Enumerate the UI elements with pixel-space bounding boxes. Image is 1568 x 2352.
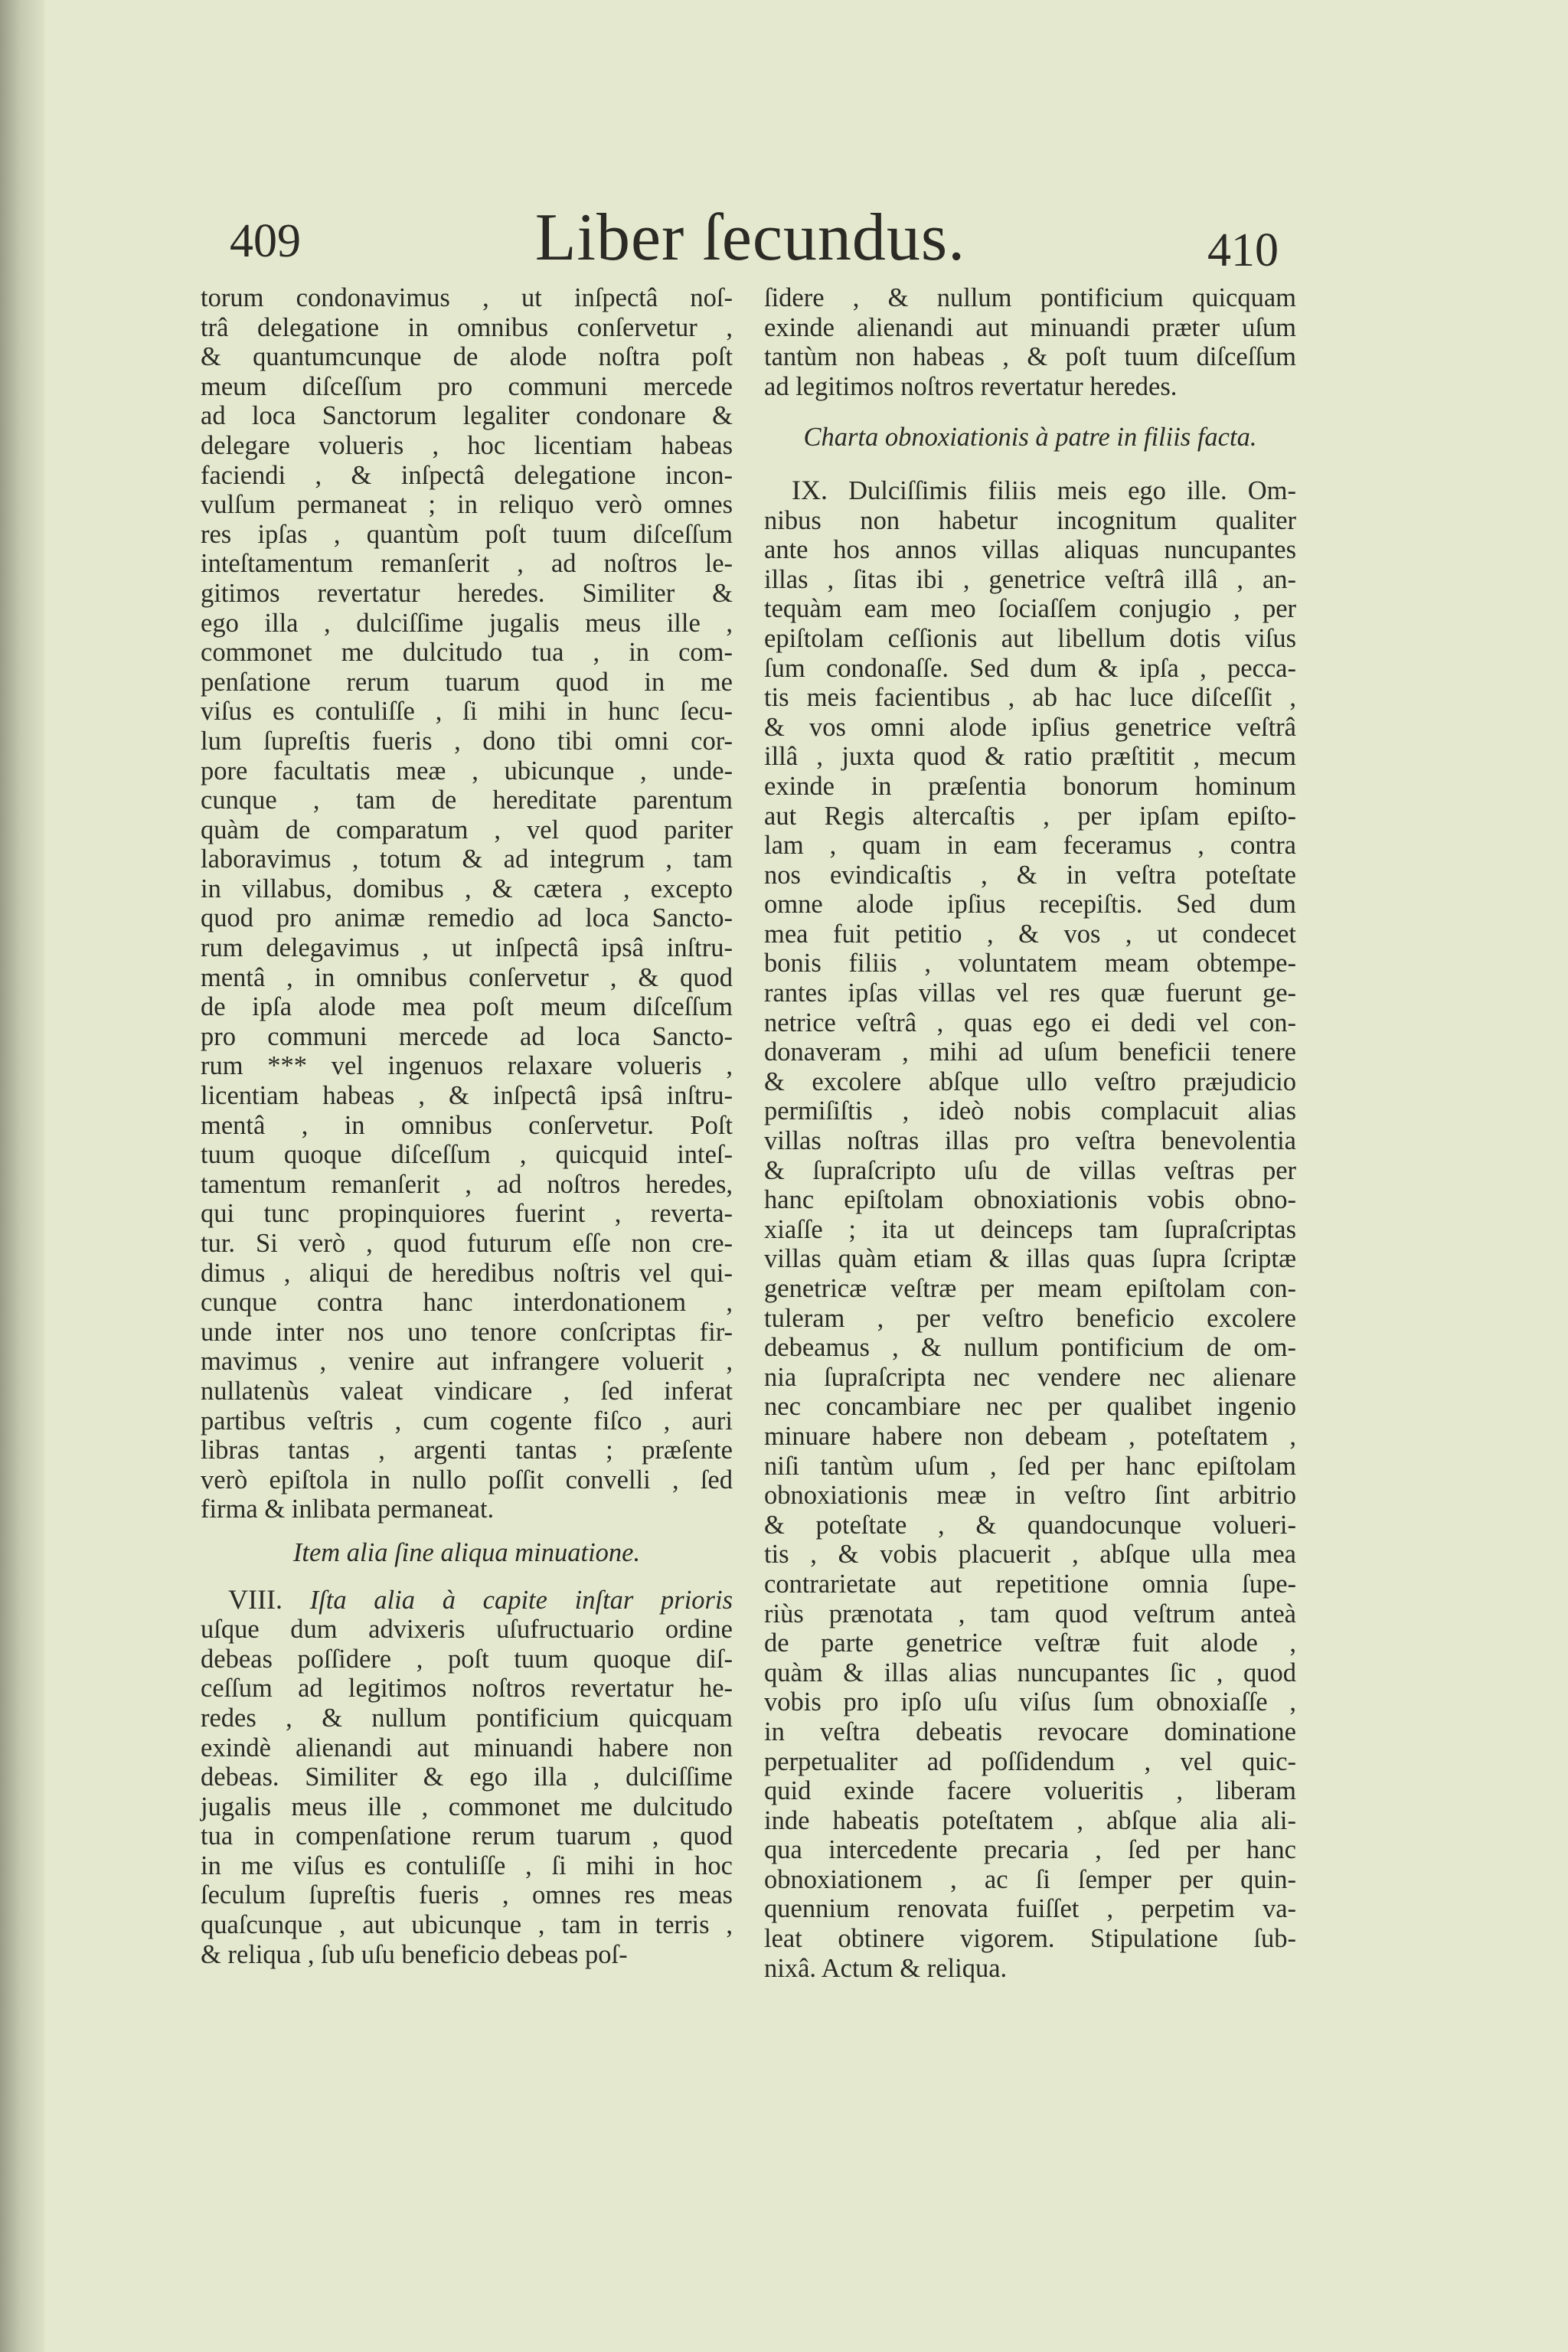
text-line: exinde in præſentia bonorum hominum — [764, 771, 1296, 801]
right-column — [764, 283, 1296, 1983]
text-line: qui tunc propinquiores fuerint , reverta- — [201, 1199, 733, 1229]
text-line: pro communi mercede ad loca Sancto- — [201, 1021, 733, 1051]
section-incipit: Dulciſſimis filiis meis ego ille. Om- — [848, 475, 1297, 505]
text-line: quennium renovata fuiſſet , perpetim va- — [764, 1894, 1296, 1924]
text-line: rum delegavimus , ut inſpectâ ipsâ inſtru- — [201, 933, 733, 963]
text-line: contrarietate aut repetitione omnia ſupe- — [764, 1569, 1296, 1599]
text-line: lam , quam in eam feceramus , contra — [764, 831, 1296, 861]
text-line: mea fuit petitio , & vos , ut condecet — [764, 919, 1296, 949]
text-line: firma & inlibata permaneat. — [201, 1494, 495, 1524]
text-line: uſque dum advixeris uſufructuario ordine — [201, 1615, 733, 1645]
text-line: mavimus , venire aut infrangere voluerit , — [201, 1347, 733, 1377]
text-line: tis meis facientibus , ab hac luce diſceſſit , — [764, 683, 1296, 713]
text-line: & poteſtate , & quandocunque volueri- — [764, 1510, 1296, 1540]
text-line: faciendi , & inſpectâ delegatione incon- — [201, 460, 733, 490]
text-line: quàm de comparatum , vel quod pariter — [201, 815, 733, 844]
text-line: nos evindicaſtis , & in veſtra poteſtate — [764, 860, 1296, 890]
section-first-line — [201, 1585, 733, 1615]
text-line: ſeculum ſupreſtis fueris , omnes res meas — [201, 1880, 733, 1910]
section-incipit: Iſta alia à capite inſtar prioris — [309, 1585, 733, 1615]
text-line: niſi tantùm uſum , ſed per hanc epiſtolam — [764, 1451, 1296, 1481]
continued-paragraph — [201, 283, 733, 1524]
text-line: permiſiſtis , ideò nobis complacuit alias — [764, 1096, 1296, 1126]
text-line: netrice veſtrâ , quas ego ei dedi vel con- — [764, 1008, 1296, 1037]
text-line: tuleram , per veſtro beneficio excolere — [764, 1303, 1296, 1333]
text-line: vobis pro ipſo uſu viſus ſum obnoxiaſſe , — [764, 1687, 1296, 1717]
text-line: exindè alienandi aut minuandi habere non — [201, 1733, 733, 1762]
text-line: delegare volueris , hoc licentiam habeas — [201, 430, 733, 460]
text-line: illâ , juxta quod & ratio præſtitit , mecum — [764, 742, 1296, 772]
text-line: licentiam habeas , & inſpectâ ipsâ inſtru- — [201, 1081, 733, 1111]
text-line: & vos omni alode ipſius genetrice veſtrâ — [764, 712, 1296, 742]
text-line: nixâ. Actum & reliqua. — [764, 1953, 1008, 1983]
text-line: tuum quoque diſceſſum , quicquid inteſ- — [201, 1140, 733, 1170]
spacer — [201, 1524, 733, 1538]
text-line: donaveram , mihi ad uſum beneficii tenere — [764, 1037, 1296, 1067]
text-line: de ipſa alode mea poſt meum diſceſſum — [201, 992, 733, 1022]
text-line: redes , & nullum pontificium quicquam — [201, 1703, 733, 1733]
text-line: obnoxiationem , ac ſi ſemper per quin- — [764, 1864, 1296, 1894]
continued-paragraph — [764, 283, 1296, 401]
text-line: ſidere , & nullum pontificium quicquam — [764, 283, 1296, 312]
text-line: & quantumcunque de alode noſtra poſt — [201, 342, 733, 372]
section-heading: Charta obnoxiationis à patre in filiis facta. — [803, 423, 1257, 452]
text-line: rum *** vel ingenuos relaxare volueris , — [201, 1051, 733, 1081]
text-line: cunque , tam de hereditate parentum — [201, 786, 733, 815]
text-line: trâ delegatione in omnibus conſervetur , — [201, 312, 733, 342]
text-line: verò epiſtola in nullo poſſit convelli , ſed — [201, 1465, 733, 1494]
text-line: in me viſus es contuliſſe , ſi mihi in hoc — [201, 1851, 733, 1880]
text-line: minuare habere non debeam , poteſtatem , — [764, 1421, 1296, 1451]
section-numeral: IX. — [792, 474, 828, 505]
text-line: partibus veſtris , cum cogente fiſco , auri — [201, 1406, 733, 1436]
text-line: tequàm eam meo ſociaſſem conjugio , per — [764, 594, 1296, 624]
text-line: debeas. Similiter & ego illa , dulciſſime — [201, 1762, 733, 1792]
text-line: exinde alienandi aut minuandi præter uſum — [764, 312, 1296, 342]
text-line: nullatenùs valeat vindicare , ſed inferat — [201, 1376, 733, 1406]
text-line: res ipſas , quantùm poſt tuum diſceſſum — [201, 519, 733, 549]
text-line: riùs prænotata , tam quod veſtrum anteà — [764, 1599, 1296, 1628]
text-line: xiaſſe ; ita ut deinceps tam ſupraſcriptas — [764, 1214, 1296, 1244]
page-number-right: 410 — [1207, 224, 1279, 276]
text-line: tamentum remanſerit , ad noſtros heredes, — [201, 1169, 733, 1199]
text-line: tantùm non habeas , & poſt tuum diſceſſum — [764, 342, 1296, 372]
text-line: commonet me dulcitudo tua , in com- — [201, 638, 733, 668]
page-number-left: 409 — [230, 215, 301, 267]
spacer — [764, 452, 1296, 475]
text-line: aut Regis altercaſtis , per ipſam epiſto- — [764, 801, 1296, 831]
text-line: in villabus, domibus , & cætera , excepto — [201, 874, 733, 903]
text-line: ego illa , dulciſſime jugalis meus ille , — [201, 608, 733, 638]
text-line: quod pro animæ remedio ad loca Sancto- — [201, 903, 733, 933]
section-body — [201, 1615, 733, 1969]
text-line: meum diſceſſum pro communi mercede — [201, 371, 733, 401]
left-column — [201, 283, 733, 1969]
text-line: penſatione rerum tuarum quod in me — [201, 667, 733, 697]
page-header — [222, 199, 1279, 283]
text-line: ſum condonaſſe. Sed dum & ipſa , pecca- — [764, 653, 1296, 683]
text-line: perpetualiter ad poſſidendum , vel quic- — [764, 1746, 1296, 1776]
text-line: pore facultatis meæ , ubicunque , unde- — [201, 756, 733, 786]
text-line: nia ſupraſcripta nec vendere nec alienare — [764, 1362, 1296, 1392]
text-line: libras tantas , argenti tantas ; præſente — [201, 1436, 733, 1465]
text-line: quid exinde facere volueritis , liberam — [764, 1776, 1296, 1806]
text-line: & excolere abſque ullo veſtro præjudicio — [764, 1067, 1296, 1096]
text-line: unde inter nos uno tenore conſcriptas fir- — [201, 1317, 733, 1347]
text-line: laboravimus , totum & ad integrum , tam — [201, 844, 733, 874]
text-line: & ſupraſcripto uſu de villas veſtras per — [764, 1155, 1296, 1185]
text-line: inde habeatis poteſtatem , abſque alia ali- — [764, 1805, 1296, 1835]
text-line: tua in compenſatione rerum tuarum , quod — [201, 1821, 733, 1851]
text-line: ceſſum ad legitimos noſtros revertatur he- — [201, 1674, 733, 1704]
text-line: qua intercedente precaria , ſed per hanc — [764, 1835, 1296, 1865]
spacer — [201, 1568, 733, 1585]
text-line: de parte genetrice veſtræ fuit alode , — [764, 1628, 1296, 1658]
text-line: & reliqua , ſub uſu beneficio debeas poſ- — [201, 1939, 628, 1969]
text-line: ad legitimos noſtros revertatur heredes. — [764, 371, 1178, 401]
text-line: epiſtolam ceſſionis aut libellum dotis viſus — [764, 623, 1296, 653]
text-line: bonis filiis , voluntatem meam obtempe- — [764, 949, 1296, 978]
text-line: dimus , aliqui de heredibus noſtris vel qui- — [201, 1258, 733, 1288]
running-title: Liber ſecundus. — [534, 201, 966, 275]
text-line: lum ſupreſtis fueris , dono tibi omni cor- — [201, 726, 733, 756]
section-heading: Item alia ſine aliqua minuatione. — [292, 1537, 641, 1567]
text-line: torum condonavimus , ut inſpectâ noſ- — [201, 283, 733, 312]
text-line: gitimos revertatur heredes. Similiter & — [201, 578, 733, 608]
text-line: quaſcunque , aut ubicunque , tam in terris , — [201, 1910, 733, 1940]
text-line: jugalis meus ille , commonet me dulcitudo — [201, 1792, 733, 1821]
text-line: ante hos annos villas aliquas nuncupantes — [764, 535, 1296, 565]
text-line: omne alode ipſius recepiſtis. Sed dum — [764, 890, 1296, 920]
section-body — [764, 506, 1296, 1984]
text-line: obnoxiationis meæ in veſtro ſint arbitrio — [764, 1481, 1296, 1511]
text-line: tur. Si verò , quod futurum eſſe non cre- — [201, 1229, 733, 1258]
text-line: debeas poſſidere , poſt tuum quoque diſ- — [201, 1644, 733, 1674]
text-line: debeamus , & nullum pontificium de om- — [764, 1333, 1296, 1363]
text-line: villas quàm etiam & illas quas ſupra ſcriptæ — [764, 1244, 1296, 1274]
text-line: in veſtra debeatis revocare dominatione — [764, 1717, 1296, 1746]
spacer — [764, 401, 1296, 423]
text-line: illas , ſitas ibi , genetrice veſtrâ illâ , an- — [764, 564, 1296, 594]
text-line: hanc epiſtolam obnoxiationis vobis obno- — [764, 1185, 1296, 1215]
text-line: inteſtamentum remanſerit , ad noſtros le- — [201, 549, 733, 579]
book-spine-shadow — [0, 0, 44, 2352]
text-line: nibus non habetur incognitum qualiter — [764, 505, 1296, 535]
text-line: mentâ , in omnibus conſervetur. Poſt — [201, 1110, 733, 1140]
text-line: genetricæ veſtræ per meam epiſtolam con- — [764, 1274, 1296, 1303]
text-line: viſus es contuliſſe , ſi mihi in hunc ſecu- — [201, 697, 733, 727]
text-line: cunque contra hanc interdonationem , — [201, 1288, 733, 1318]
text-line: mentâ , in omnibus conſervetur , & quod — [201, 962, 733, 992]
text-line: rantes ipſas villas vel res quæ fuerunt ge- — [764, 978, 1296, 1008]
text-line: ad loca Sanctorum legaliter condonare & — [201, 401, 733, 431]
text-line: vulſum permaneat ; in reliquo verò omnes — [201, 490, 733, 520]
text-line: villas noſtras illas pro veſtra benevolentia — [764, 1126, 1296, 1156]
text-line: tis , & vobis placuerit , abſque ulla mea — [764, 1540, 1296, 1570]
section-numeral: VIII. — [228, 1583, 283, 1615]
section-first-line — [764, 475, 1296, 506]
text-line: leat obtinere vigorem. Stipulatione ſub- — [764, 1924, 1296, 1954]
text-line: quàm & illas alias nuncupantes ſic , quod — [764, 1658, 1296, 1687]
text-line: nec concambiare nec per qualibet ingenio — [764, 1392, 1296, 1422]
